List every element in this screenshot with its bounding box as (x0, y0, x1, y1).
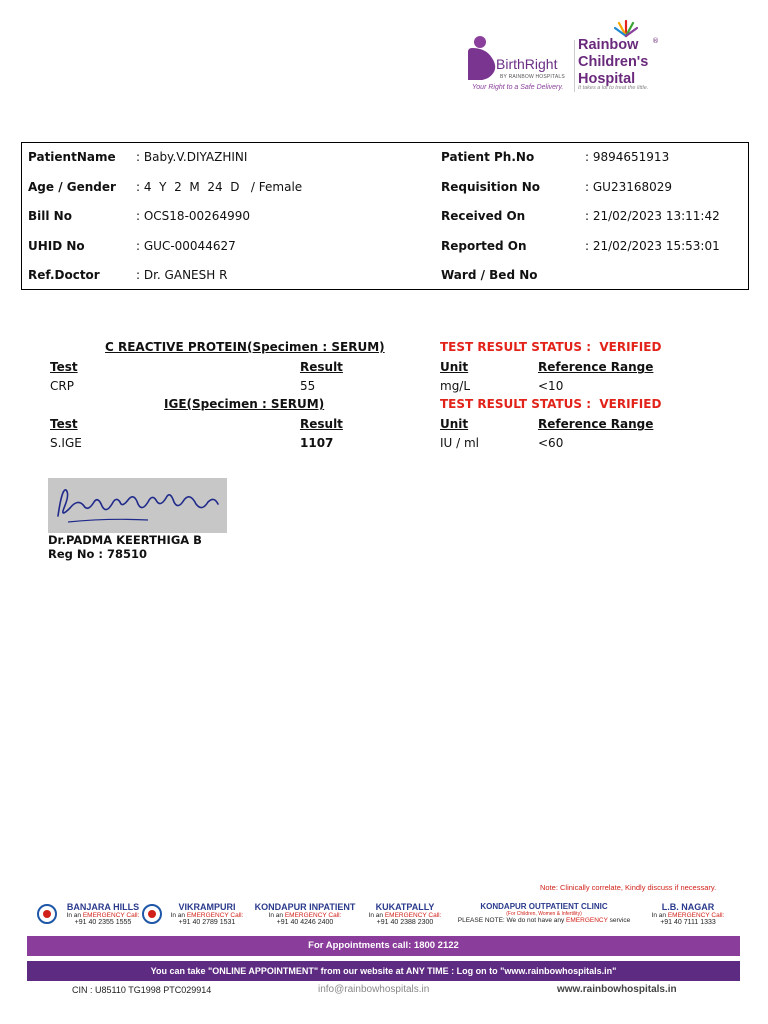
birthright-name: BirthRight (496, 56, 558, 72)
test-name: S.IGE (50, 436, 82, 450)
test-unit: mg/L (440, 379, 471, 393)
cin-number: CIN : U85110 TG1998 PTC029914 (72, 985, 212, 995)
rainbow-hospital-name (578, 37, 648, 88)
outpatient-sub: (For Children, Women & Infertility) (506, 911, 582, 917)
branch-name: KONDAPUR INPATIENT (254, 902, 356, 912)
patient-name-value: : Baby.V.DIYAZHINI (136, 150, 248, 164)
received-on-label: Received On (441, 209, 526, 223)
em-word: EMERGENCY Call: (186, 912, 244, 919)
branch-kondapur-inpatient (250, 902, 360, 926)
test-title: IGE(Specimen : SERUM) (164, 397, 325, 411)
em-word: EMERGENCY Call: (667, 912, 725, 919)
uhid-label: UHID No (28, 239, 85, 253)
website-url: www.rainbowhospitals.in (557, 984, 677, 995)
online-appointment-bar: You can take "ONLINE APPOINTMENT" from our website at ANY TIME : Log on to "www.rainbowhospitals.in" (27, 961, 740, 981)
branch-phone: +91 40 2355 1555 (74, 919, 132, 926)
uhid-value: : GUC-00044627 (136, 239, 236, 253)
logo-divider (574, 40, 575, 92)
patient-phone-value: : 9894651913 (585, 150, 670, 164)
col-header-unit: Unit (440, 417, 469, 431)
em-prefix: In an (651, 912, 668, 919)
em-word: EMERGENCY Call: (82, 912, 140, 919)
signatory-name: Dr.PADMA KEERTHIGA B (48, 533, 202, 547)
branch-phone: +91 40 2388 2300 (376, 919, 434, 926)
birthright-sub: BY RAINBOW HOSPITALS (500, 74, 565, 80)
reported-on-value: : 21/02/2023 15:53:01 (585, 239, 720, 253)
requisition-label: Requisition No (441, 180, 540, 194)
signature-scribble-icon (48, 478, 227, 533)
branch-kondapur-outpatient (452, 902, 636, 924)
outpatient-note (452, 917, 636, 924)
col-header-range: Reference Range (538, 360, 654, 374)
patient-phone-label: Patient Ph.No (441, 150, 535, 164)
test-result: 1107 (300, 436, 334, 450)
note-word: EMERGENCY (566, 917, 608, 924)
branch-lb-nagar (640, 902, 736, 926)
test-status: TEST RESULT STATUS : VERIFIED (440, 397, 662, 411)
branch-name: VIKRAMPURI (178, 902, 236, 912)
col-header-unit: Unit (440, 360, 469, 374)
col-header-test: Test (50, 417, 78, 431)
em-prefix: In an (268, 912, 285, 919)
branch-phone: +91 40 4246 2400 (276, 919, 334, 926)
col-header-result: Result (300, 417, 343, 431)
branch-emergency (640, 912, 736, 919)
test-result: 55 (300, 379, 316, 393)
col-header-range: Reference Range (538, 417, 654, 431)
registered-mark: ® (652, 37, 659, 45)
branch-emergency (58, 912, 148, 919)
branch-emergency (250, 912, 360, 919)
branch-kukatpally (360, 902, 450, 926)
signatory-block (48, 533, 202, 561)
test-status: TEST RESULT STATUS : VERIFIED (440, 340, 662, 354)
signatory-reg: Reg No : 78510 (48, 547, 148, 561)
branch-vikrampuri (162, 902, 252, 926)
test-unit: IU / ml (440, 436, 480, 450)
clinical-note: Note: Clinically correlate, Kindly discuss if necessary. (540, 883, 717, 892)
em-prefix: In an (170, 912, 187, 919)
bill-no-label: Bill No (28, 209, 72, 223)
test-range: <10 (538, 379, 564, 393)
hospital-emblem-icon (37, 904, 57, 924)
branch-name: L.B. NAGAR (661, 902, 715, 912)
branch-phone: +91 40 7111 1333 (660, 919, 716, 926)
appointments-bar: For Appointments call: 1800 2122 (27, 936, 740, 956)
ref-doctor-label: Ref.Doctor (28, 268, 100, 282)
hospital-emblem-icon (142, 904, 162, 924)
rainbow-burst-icon (614, 18, 638, 38)
col-header-test: Test (50, 360, 78, 374)
branch-phone: +91 40 2789 1531 (178, 919, 236, 926)
test-name: CRP (50, 379, 74, 393)
branch-name: KUKATPALLY (375, 902, 435, 912)
received-on-value: : 21/02/2023 13:11:42 (585, 209, 720, 223)
branch-name: KONDAPUR OUTPATIENT CLINIC (480, 902, 608, 911)
test-range: <60 (538, 436, 564, 450)
em-word: EMERGENCY Call: (284, 912, 342, 919)
col-header-result: Result (300, 360, 343, 374)
reported-on-label: Reported On (441, 239, 527, 253)
branch-name: BANJARA HILLS (66, 902, 140, 912)
signature-image (48, 478, 227, 533)
branch-emergency (162, 912, 252, 919)
test-title: C REACTIVE PROTEIN(Specimen : SERUM) (105, 340, 385, 354)
note-suffix: service (607, 917, 631, 924)
branch-emergency (360, 912, 450, 919)
note-prefix: PLEASE NOTE: We do not have any (457, 917, 567, 924)
ward-bed-label: Ward / Bed No (441, 268, 538, 282)
ref-doctor-value: : Dr. GANESH R (136, 268, 228, 282)
patient-name-label: PatientName (28, 150, 116, 164)
em-word: EMERGENCY Call: (384, 912, 442, 919)
bill-no-value: : OCS18-00264990 (136, 209, 250, 223)
branch-banjara-hills (58, 902, 148, 926)
rainbow-line1: Rainbow (578, 37, 639, 53)
requisition-value: : GU23168029 (585, 180, 673, 194)
email-address: info@rainbowhospitals.in (318, 984, 430, 995)
rainbow-line3: Hospital (578, 71, 636, 87)
em-prefix: In an (368, 912, 385, 919)
birthright-tagline: Your Right to a Safe Delivery. (472, 84, 564, 91)
em-prefix: In an (66, 912, 83, 919)
age-gender-label: Age / Gender (28, 180, 116, 194)
birthright-mark-icon (466, 34, 500, 80)
rainbow-tagline: It takes a lot to treat the little. (578, 85, 649, 91)
rainbow-line2: Children's (578, 54, 649, 70)
age-gender-value: : 4 Y 2 M 24 D / Female (136, 180, 303, 194)
